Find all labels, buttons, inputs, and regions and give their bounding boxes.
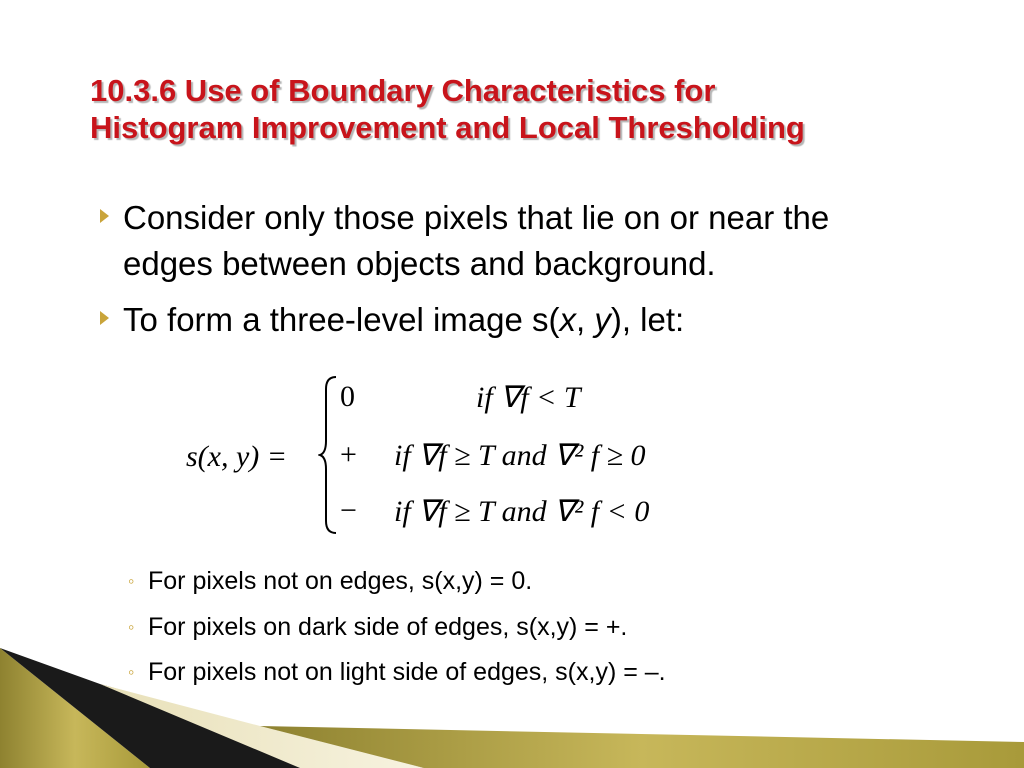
title-line-2: Histogram Improvement and Local Thresholding [90,110,805,145]
case-value-2: + [340,438,357,471]
bullet-text-suffix: ), let: [610,301,685,338]
variable-y: y [594,301,611,338]
case-value-3: − [340,494,357,527]
equation-lhs: s(x, y) = [186,440,288,473]
bullet-line-2: edges between objects and background. [123,245,716,282]
case-condition-3: if ∇f ≥ T and ∇² f < 0 [394,495,650,528]
case-value-1: 0 [340,380,355,413]
sub-bullet-text: For pixels not on edges, s(x,y) = 0. [148,567,533,595]
sub-bullet-text: For pixels not on light side of edges, s(x,y) = –. [148,658,666,686]
case-condition-1: if ∇f < T [476,381,581,414]
case-condition-2: if ∇f ≥ T and ∇² f ≥ 0 [394,439,646,472]
bullet-text-sep: , [576,301,595,338]
bullet-line-1: Consider only those pixels that lie on or near the [123,199,830,236]
circle-bullet-icon: ◦ [128,571,135,591]
sub-bullet-text: For pixels on dark side of edges, s(x,y) = +. [148,613,628,641]
circle-bullet-icon: ◦ [128,662,135,682]
variable-x: x [559,301,576,338]
bullet-text-prefix: To form a three-level image s( [123,301,560,338]
circle-bullet-icon: ◦ [128,617,135,637]
title-line-1: 10.3.6 Use of Boundary Characteristics for [90,73,716,108]
